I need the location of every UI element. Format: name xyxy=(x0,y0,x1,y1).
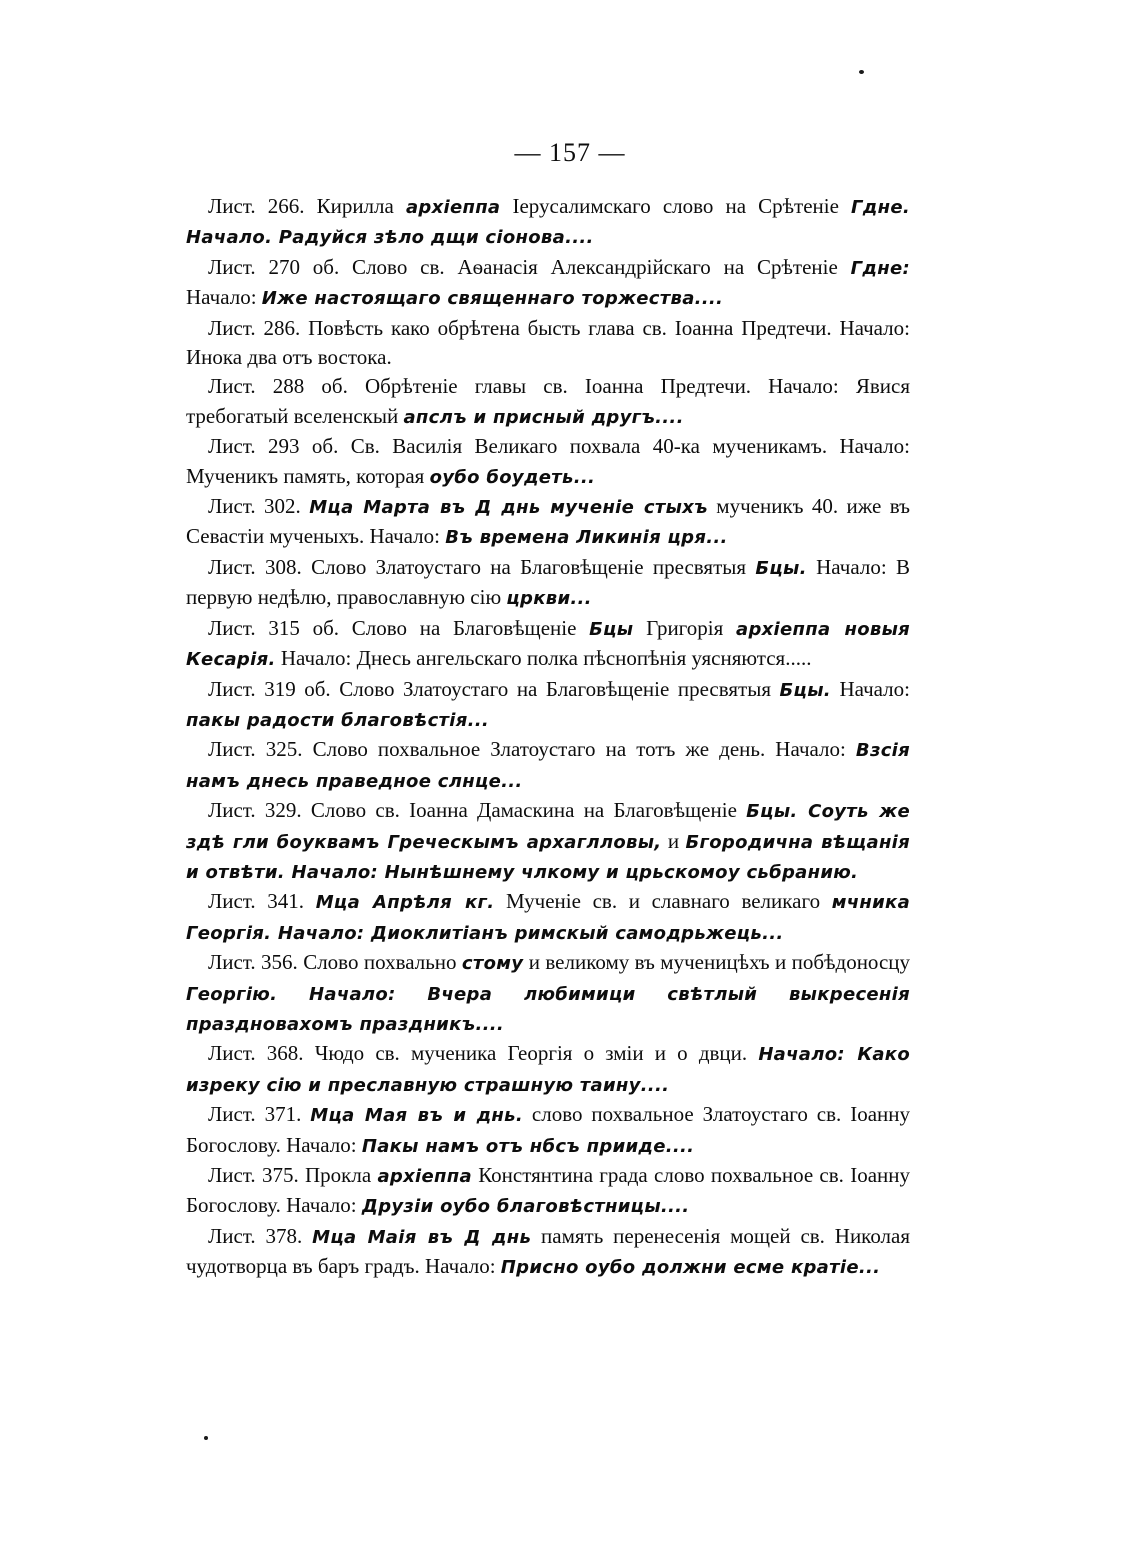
entry-text: Начало: xyxy=(186,285,257,310)
entry-slavonic: Иже настоящаго священнаго торжества.... xyxy=(261,288,724,310)
entry-slavonic: Мца Маія въ Д днь xyxy=(312,1226,532,1248)
entry-text: Григорія xyxy=(646,615,724,640)
entry-slavonic: Пакы намъ отъ нбсъ прииде.... xyxy=(361,1135,695,1157)
entry-text: Іерусалимскаго слово на Срѣтеніе xyxy=(512,194,839,218)
entry-text: Лист. 378. xyxy=(208,1223,303,1248)
entry-slavonic: архіеппа xyxy=(405,197,501,218)
entry-slavonic: Взсія намъ днесь праведное слнце... xyxy=(186,740,910,792)
entry-text: Лист. 329. Слово св. Іоанна Дамаскина на Благовѣщеніе xyxy=(208,798,737,823)
entry-293 xyxy=(186,432,910,492)
entry-text: Начало: Днесь ангельскаго полка пѣснопѣнія уясняются..... xyxy=(280,646,812,671)
entry-text: Лист. 319 об. Слово Златоустаго на Благовѣщеніе пресвятыя xyxy=(208,676,771,701)
entry-text: и великому въ мученицѣхъ и побѣдоносцу xyxy=(528,950,911,975)
entry-325 xyxy=(186,735,910,796)
entry-270 xyxy=(186,253,910,314)
entry-slavonic: цркви... xyxy=(506,588,592,610)
entry-slavonic: пакы радости благовѣстія... xyxy=(186,709,490,731)
entry-371 xyxy=(186,1100,910,1161)
entry-text: Лист. 371. xyxy=(208,1102,302,1127)
print-speck xyxy=(859,70,864,74)
entry-slavonic: Мца Мая въ и днь. xyxy=(310,1105,523,1127)
entry-list xyxy=(186,192,910,1283)
entry-text: Лист. 375. Прокла xyxy=(208,1163,372,1187)
entry-slavonic: архіеппа xyxy=(377,1166,472,1187)
entry-slavonic: Бцы. xyxy=(755,557,807,579)
entry-slavonic: архіеппа новыя Кесарія. xyxy=(186,618,911,671)
entry-text: Лист. 270 об. Слово св. Аѳанасія Александрійскаго на Срѣтеніе xyxy=(208,254,838,279)
entry-text: Мученіе св. и славнаго великаго xyxy=(506,889,821,914)
entry-slavonic: Бцы. Соуть же здѣ гли боуквамъ Греческымъ архаглловы, xyxy=(186,801,911,853)
entry-slavonic: Присно оубо должни есме кратіе... xyxy=(500,1257,881,1279)
entry-slavonic: Гдне: xyxy=(850,257,910,279)
entry-text: Лист. 341. xyxy=(208,889,305,914)
entry-slavonic: Мца Апрѣля кг. xyxy=(315,892,495,914)
page-number: — 157 — xyxy=(514,138,626,167)
print-speck xyxy=(204,1436,208,1440)
entry-368 xyxy=(186,1039,910,1100)
entry-slavonic: Бцы. xyxy=(779,679,831,701)
entry-slavonic: Бцы xyxy=(589,618,634,640)
entry-text: Лист. 286. Повѣсть како обрѣтена бысть глава св. Іоанна Предтечи. Начало: Инока два отъ востока. xyxy=(186,315,910,370)
entry-text: Начало: xyxy=(839,676,910,701)
entry-378 xyxy=(186,1222,910,1283)
entry-text: память перенесенія мощей св. Николая чудотворца въ баръ градъ. Начало: xyxy=(186,1223,911,1279)
entry-329 xyxy=(186,796,910,887)
entry-266 xyxy=(186,192,910,253)
entry-text: Лист. 325. Слово похвальное Златоустаго на тотъ же день. Начало: xyxy=(208,737,846,762)
entry-text: Лист. 315 об. Слово на Благовѣщеніе xyxy=(208,615,577,640)
entry-text: Лист. 368. Чюдо св. мученика Георгія о зміи и о двци. xyxy=(208,1041,748,1066)
entry-288 xyxy=(186,372,910,432)
entry-slavonic: Въ времена Ликинія цря... xyxy=(445,527,728,549)
entry-text: мученикъ 40. иже въ Севастіи мученыхъ. Начало: xyxy=(186,494,910,549)
entry-text: слово похвальное Златоустаго св. Іоанну Богослову. Начало: xyxy=(186,1102,911,1157)
entry-slavonic: мчника Георгія. Начало: Диоклитіанъ римскый самодрьжець... xyxy=(186,892,911,944)
entry-text: Лист. 302. xyxy=(208,494,301,519)
entry-slavonic: Бгородична вѣщанія и отвѣти. Начало: Нынѣшнему члкому и црьскомоу сьбранию. xyxy=(186,831,911,883)
entry-315 xyxy=(186,614,910,675)
entry-text: Начало: В первую недѣлю, православную сію xyxy=(186,554,910,610)
entry-slavonic: стому xyxy=(461,953,524,975)
entry-text: Лист. 288 об. Обрѣтеніе главы св. Іоанна Предтечи. Начало: Явися требогатый вселенскый xyxy=(186,374,910,428)
entry-319 xyxy=(186,675,910,736)
entry-slavonic: Друзіи оубо благовѣстницы.... xyxy=(361,1196,690,1218)
entry-286 xyxy=(186,314,910,373)
entry-text: Лист. 308. Слово Златоустаго на Благовѣщеніе пресвятыя xyxy=(208,554,747,579)
entry-text: Констянтина града слово похвальное св. Іоанну Богослову. Начало: xyxy=(186,1163,911,1218)
entry-308 xyxy=(186,553,910,614)
entry-slavonic: Начало: Како изреку сію и преславную страшную таину.... xyxy=(186,1044,910,1096)
entry-356 xyxy=(186,948,910,1039)
entry-341 xyxy=(186,887,910,948)
entry-slavonic: Мца Марта въ Д днь мученіе стыхъ xyxy=(309,497,708,519)
entry-text: Лист. 266. Кирилла xyxy=(208,194,394,218)
entry-text: Лист. 356. Слово похвально xyxy=(208,950,457,975)
entry-text: Лист. 293 об. Св. Василія Великаго похвала 40-ка мученикамъ. Начало: Мученикъ память, которая xyxy=(186,434,910,488)
entry-375 xyxy=(186,1161,910,1222)
entry-slavonic: апслъ и присный другъ.... xyxy=(403,406,684,428)
entry-text: и xyxy=(667,828,680,853)
entry-slavonic: Георгію. Начало: Вчера любимици свѣтлый выкресенія праздновахомъ праздникъ.... xyxy=(186,983,910,1035)
entry-slavonic: Гдне. Начало. Радуйся зѣло дщи сіонова.... xyxy=(186,197,911,249)
entry-302 xyxy=(186,492,910,553)
entry-slavonic: оубо боудеть... xyxy=(429,466,596,488)
